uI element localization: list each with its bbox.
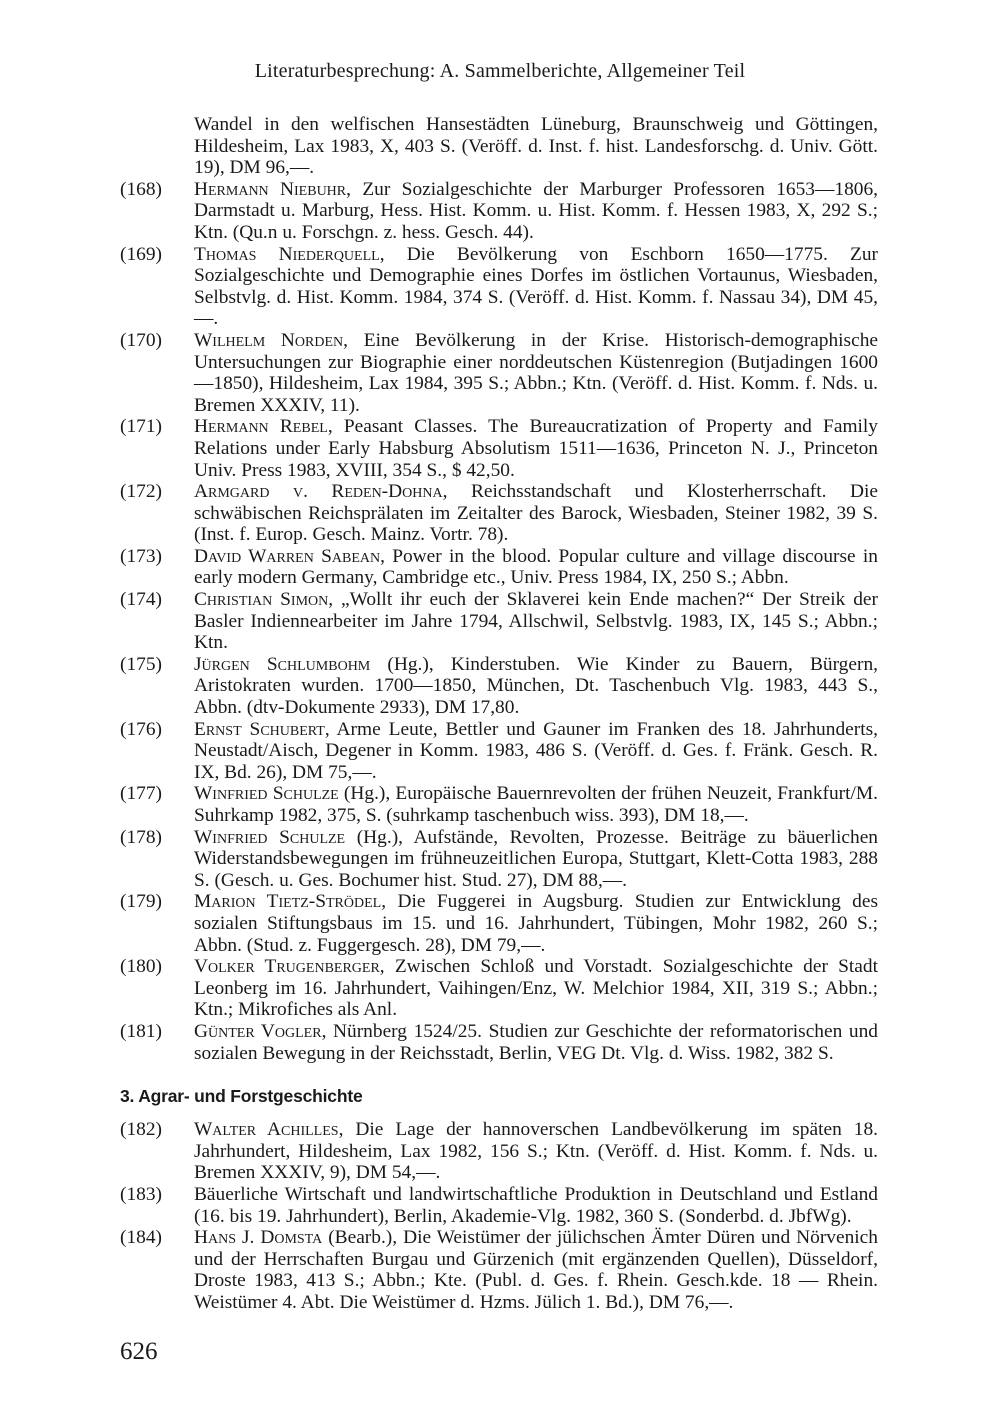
entry-number: (172): [120, 481, 163, 503]
entry-number: (178): [120, 826, 163, 848]
entry-text: , Zwischen Schloß und Vorstadt. Sozialgeschichte der Stadt Leonberg im 16. Jahrhundert, Vaihingen/Enz, W. Melchior 1984, XII, 319 S.; Abbn.; Ktn.; Mikrofiches als Anl.: [194, 956, 878, 1021]
bibliography-entry: [120, 956, 878, 1021]
entry-number: (173): [120, 545, 163, 567]
entry-text: (Bearb.), Die Weistümer der jülichschen Ämter Düren und Nörvenich und der Herrschaften Burgau und Gürzenich (mit ergänzenden Quellen), Düsseldorf, Droste 1983, 413 S.; Abbn.; Kte. (Publ. d. Ges. f. Rhein. Gesch.kde. 18 — Rhein. Weistümer 4. Abt. Die Weistümer d. Hzms. Jülich 1. Bd.), DM 76,—.: [194, 1227, 878, 1313]
bibliography-entry: [120, 244, 878, 330]
entry-number: (171): [120, 416, 163, 438]
entry-text: , Arme Leute, Bettler und Gauner im Franken des 18. Jahrhunderts, Neustadt/Aisch, Degener in Komm. 1983, 486 S. (Veröff. d. Ges. f. Fränk. Gesch. R. IX, Bd. 26), DM 75,—.: [194, 718, 878, 783]
bibliography-entry: [120, 546, 878, 589]
bibliography-entry: [120, 589, 878, 654]
entry-text: , Die Fuggerei in Augsburg. Studien zur Entwicklung des sozialen Stiftungsbaus im 15. und 16. Jahrhundert, Tübingen, Mohr 1982, 260 S.; Abbn. (Stud. z. Fuggergesch. 28), DM 79,—.: [194, 891, 879, 956]
entry-text: (Hg.), Europäische Bauernrevolten der frühen Neuzeit, Frankfurt/M. Suhrkamp 1982, 375, S. (suhrkamp taschenbuch wiss. 393), DM 18,—.: [194, 783, 878, 826]
entry-number: (184): [120, 1227, 163, 1249]
entry-text: , Peasant Classes. The Bureaucratization of Property and Family Relations under Early Habsburg Absolutism 1511—1636, Princeton N. J., Princeton Univ. Press 1983, XVIII, 354 S., $ 42,50.: [194, 416, 878, 481]
entry-text: , Reichsstandschaft und Klosterherrschaft. Die schwäbischen Reichsprälaten im Zeitalter des Barock, Wiesbaden, Steiner 1982, 39 S. (Inst. f. Europ. Gesch. Mainz. Vortr. 78).: [194, 481, 878, 546]
entry-text: , Die Lage der hannoverschen Landbevölkerung im späten 18. Jahrhundert, Hildesheim, Lax 1982, 156 S.; Ktn. (Veröff. d. Hist. Komm. f. Nds. u. Bremen XXXIV, 9), DM 54,—.: [194, 1119, 878, 1184]
entry-number: (170): [120, 329, 163, 351]
entry-text: (Hg.), Aufstände, Revolten, Prozesse. Beiträge zu bäuerlichen Widerstandsbewegungen im frühneuzeitlichen Europa, Stuttgart, Klett-Cotta 1983, 288 S. (Gesch. u. Ges. Bochumer hist. Stud. 27), DM 88,—.: [194, 826, 879, 891]
entry-number: (174): [120, 589, 163, 611]
entry-text: , Zur Sozialgeschichte der Marburger Professoren 1653—1806, Darmstadt u. Marburg, Hess. Hist. Komm. u. Hist. Komm. f. Hessen 1983, X, 292 S.; Ktn. (Qu.n u. Forschgn. z. hess. Gesch. 44).: [194, 178, 878, 243]
bibliography-entry: [120, 783, 878, 826]
entry-number: (176): [120, 718, 163, 740]
entry-list: [120, 1119, 878, 1313]
entry-author: Walter Achilles: [194, 1119, 339, 1141]
entry-author: Marion Tietz-Strödel: [194, 891, 382, 913]
entry-number: (169): [120, 243, 163, 265]
bibliography-entry: [120, 827, 878, 892]
entry-text: , Die Bevölkerung von Eschborn 1650—1775. Zur Sozialgeschichte und Demographie eines Dorfes im östlichen Vortaunus, Wiesbaden, Selbstvlg. d. Hist. Komm. 1984, 374 S. (Veröff. d. Hist. Komm. f. Nassau 34), DM 45,—.: [194, 243, 878, 330]
entry-text: , Nürnberg 1524/25. Studien zur Geschichte der reformatorischen und sozialen Bewegung in der Reichsstadt, Berlin, VEG Dt. Vlg. d. Wiss. 1982, 382 S.: [194, 1020, 878, 1064]
bibliography-entry: [120, 330, 878, 416]
bibliography-entry: [120, 416, 878, 481]
entry-number: (183): [120, 1183, 163, 1205]
bibliography-entry: [120, 1184, 878, 1227]
entry-author: Wilhelm Norden: [194, 329, 344, 351]
entry-author: Hans J. Domsta: [194, 1227, 323, 1249]
entry-author: Winfried Schulze: [194, 826, 346, 848]
section-heading: 3. Agrar- und Forstgeschichte: [120, 1086, 363, 1107]
bibliography-entry: [120, 481, 878, 546]
bibliography-entry: [120, 1227, 878, 1313]
entry-number: (168): [120, 178, 163, 200]
bibliography-entry: [120, 1021, 878, 1064]
entry-author: Hermann Niebuhr: [194, 178, 347, 200]
entry-number: (177): [120, 783, 163, 805]
entry-author: Armgard v. Reden-Dohna: [194, 481, 443, 503]
entry-continuation: Wandel in den welfischen Hansestädten Lüneburg, Braunschweig und Göttingen, Hildesheim, Lax 1983, X, 403 S. (Veröff. d. Inst. f. hist. Landesforschg. d. Univ. Gött. 19), DM 96,—.: [194, 114, 878, 179]
entry-text: , Power in the blood. Popular culture and village discourse in early modern Germany, Cambridge etc., Univ. Press 1984, IX, 250 S.; Abbn.: [194, 545, 878, 589]
entry-author: Hermann Rebel: [194, 416, 328, 438]
entry-author: Thomas Niederquell: [194, 243, 380, 265]
entry-author: Günter Vogler: [194, 1020, 322, 1042]
bibliography-entry: [120, 1119, 878, 1184]
bibliography-entry: [120, 891, 878, 956]
entry-text: (Hg.), Kinderstuben. Wie Kinder zu Bauern, Bürgern, Aristokraten wurden. 1700—1850, München, Dt. Taschenbuch Vlg. 1983, 443 S., Abbn. (dtv-Dokumente 2933), DM 17,80.: [194, 653, 878, 719]
entry-author: Ernst Schubert: [194, 718, 325, 740]
entry-author: Volker Trugenberger: [194, 956, 380, 978]
entry-number: (175): [120, 653, 163, 675]
entry-author: Winfried Schulze: [194, 783, 339, 805]
entry-number: (181): [120, 1020, 163, 1042]
bibliography-entry: [120, 719, 878, 784]
bibliography-entry: [120, 654, 878, 719]
bibliography: [120, 114, 878, 1313]
entry-text: , Eine Bevölkerung in der Krise. Historisch-demographische Untersuchungen zur Biographie einer norddeutschen Küstenregion (Butjadingen 1600—1850), Hildesheim, Lax 1984, 395 S.; Abbn.; Ktn. (Veröff. d. Hist. Komm. f. Nds. u. Bremen XXXIV, 11).: [194, 329, 879, 416]
entry-author: Jürgen Schlumbohm: [194, 653, 371, 675]
entry-number: (180): [120, 956, 163, 978]
running-header: Literaturbesprechung: A. Sammelberichte, Allgemeiner Teil: [254, 60, 746, 82]
page-number: 626: [120, 1338, 158, 1365]
entry-list: [120, 179, 878, 1064]
entry-number: (182): [120, 1119, 163, 1141]
entry-author: David Warren Sabean: [194, 545, 381, 567]
entry-text: Bäuerliche Wirtschaft und landwirtschaftliche Produktion in Deutschland und Estland (16. bis 19. Jahrhundert), Berlin, Akademie-Vlg. 1982, 360 S. (Sonderbd. d. JbfWg).: [194, 1183, 878, 1227]
bibliography-entry: [120, 179, 878, 244]
entry-number: (179): [120, 891, 163, 913]
entry-text: , „Wollt ihr euch der Sklaverei kein Ende machen?“ Der Streik der Basler Indiennearbeiter im Jahre 1794, Allschwil, Selbstvlg. 1983, IX, 145 S.; Abbn.; Ktn.: [194, 589, 878, 654]
entry-author: Christian Simon: [194, 589, 329, 611]
